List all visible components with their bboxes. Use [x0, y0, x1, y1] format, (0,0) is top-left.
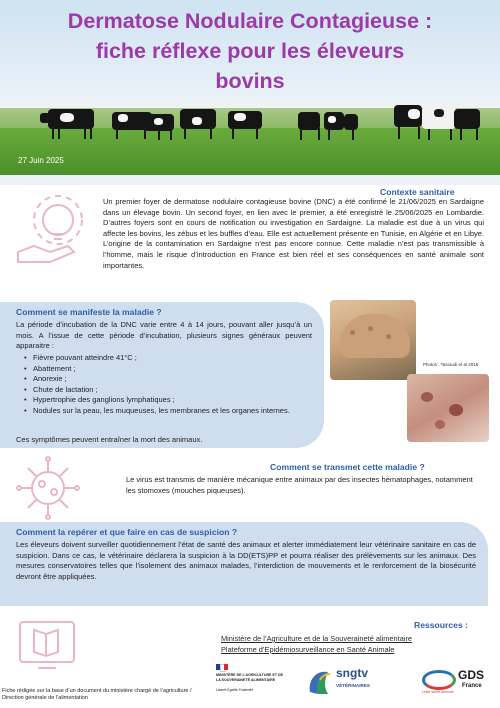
symptoms-list	[22, 353, 323, 417]
hero-banner	[0, 0, 500, 175]
contexte-text: Un premier foyer de dermatose nodulaire contagieuse bovine (DNC) a été confirmé le 21/06/2025 en Sardaigne dans un élevage bovin. Un second foyer, en lien avec le premier, a été enregistré le 25/06/2025 en Lombardie. D’autres foyers sont en cours de notification ou investigation en Sardaigne. La maladie est due à un virus qui affecte les bovins, les zébus et les buffles d’eau. Elle est actuellement présente en Tunisie, en Algérie et en Libye. L’origine de la contamination en Sardaigne n’est pas encore connue. Cette maladie n’est pas transmissible à l’homme, mais le risque d’introduction en France est bien réel et ses conséquences en santé animale sont importantes.	[103, 197, 484, 270]
title-line-1: Dermatose Nodulaire Contagieuse :	[67, 9, 433, 33]
list-item: • Anorexie ;	[33, 374, 323, 385]
reperer-text: Les éleveurs doivent surveiller quotidiennement l’état de santé des animaux et alerter immédiatement leur vétérinaire sanitaire en cas de suspicion. Dans ce cas, le vétérinaire déclarera la suspicion à la DD(ETS)PP et pourra réaliser des prélèvements sur les animaux. Des mesures conservatoires telles que l’isolement des animaux malades, l’interdiction de mouvements et le renforcement de la biosécurité devront être appliquées.	[16, 540, 476, 581]
section-title-ressources: Ressources :	[414, 620, 468, 630]
list-item: • Hypertrophie des ganglions lymphatiques ;	[33, 395, 323, 406]
list-item: • Abattement ;	[33, 364, 323, 375]
publication-date: 27 Juin 2025	[18, 156, 64, 165]
sngtv-logo: sngtv VÉTÉRINAIRES	[336, 666, 370, 688]
list-item: • Nodules sur la peau, les muqueuses, les membranes et les organes internes.	[33, 406, 323, 417]
skin-nodule-photo	[407, 374, 489, 442]
cow-illustration	[40, 107, 100, 139]
footer-credit: Fiche rédigée sur la base d’un document du ministère chargé de l’agriculture / Direction générale de l’alimentation	[2, 688, 192, 701]
cow-illustration	[178, 107, 220, 139]
ministry-logo: MINISTÈRE DE L’AGRICULTURE ET DE LA SOUVERAINETÉ ALIMENTAIRE Liberté Égalité Fraternité	[216, 664, 306, 700]
esa-logo	[306, 668, 332, 696]
list-item: • Chute de lactation ;	[33, 385, 323, 396]
photo-credit: Photos : Tasioudi et al 2016	[423, 362, 479, 367]
section-title-transmet: Comment se transmet cette maladie ?	[270, 462, 425, 472]
cow-illustration	[226, 109, 266, 139]
title-line-3: bovins	[215, 69, 285, 93]
divider	[0, 175, 500, 185]
lightbulb-hand-icon	[14, 190, 94, 270]
list-item: • Fièvre pouvant atteindre 41°C ;	[33, 353, 323, 364]
section-title-reperer: Comment la repérer et que faire en cas de suspicion ?	[16, 527, 238, 537]
transmet-text: Le virus est transmis de manière mécanique entre animaux par des insectes hématophages, notamment les stomoxes (mouches piqueuses).	[126, 475, 473, 495]
link-ministere[interactable]: Ministère de l’Agriculture et de la Souveraineté alimentaire	[221, 634, 413, 643]
manifeste-outro: Ces symptômes peuvent entraîner la mort des animaux.	[16, 435, 203, 444]
cow-illustration	[296, 110, 358, 140]
section-title-manifeste: Comment se manifeste la maladie ?	[16, 307, 162, 317]
computer-book-icon	[16, 618, 78, 674]
title-line-2: fiche réflexe pour les éleveurs	[95, 39, 405, 63]
page-title	[0, 6, 500, 96]
section-title-contexte: Contexte sanitaire	[380, 187, 455, 197]
gds-france-logo: GDS France Unité santé animale	[422, 668, 485, 694]
manifeste-intro: La période d’incubation de la DNC varie entre 4 à 14 jours, pouvant aller jusqu’à un mois. A l’issue de cette période d’incubation, plusieurs signes généraux peuvent apparaitre :	[16, 320, 312, 351]
link-plateforme-esa[interactable]: Plateforme d’Epidémiosurveillance en Santé Animale	[221, 645, 395, 654]
virus-icon	[14, 454, 82, 522]
cow-lesion-photo	[330, 300, 416, 380]
cow-illustration	[108, 110, 178, 140]
cow-illustration	[392, 103, 484, 140]
